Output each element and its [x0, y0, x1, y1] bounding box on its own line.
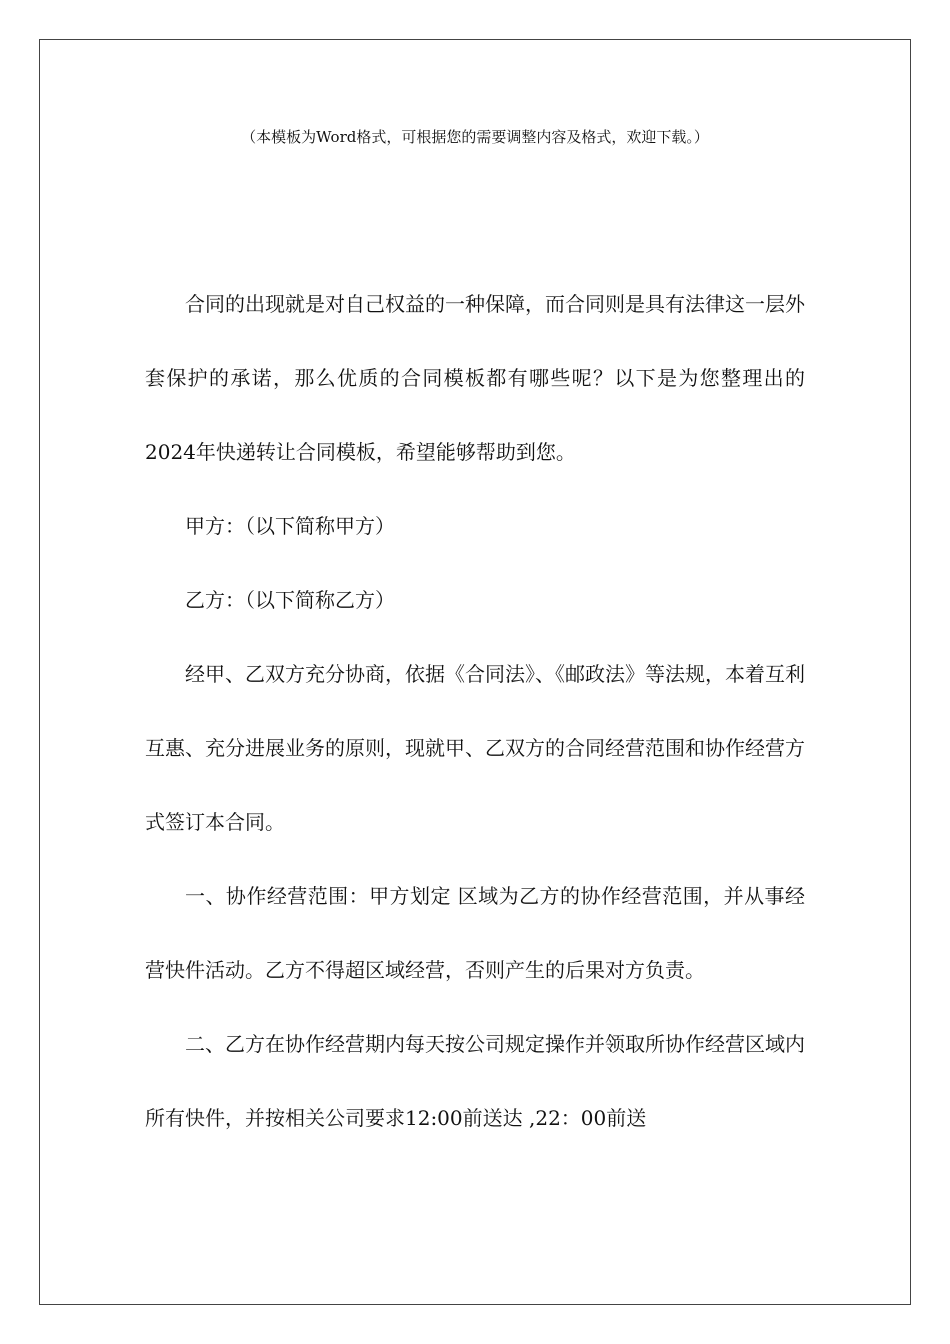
paragraph-party-a: 甲方：（以下简称甲方）: [185, 514, 395, 538]
paragraph-agreement: 经甲、乙双方充分协商，依据《合同法》、《邮政法》等法规，本着互利互惠、充分进展业务的原则，现就甲、乙双方的合同经营范围和协作经营方式签订本合同。: [145, 662, 805, 834]
template-note: （本模板为Word格式，可根据您的需要调整内容及格式，欢迎下载。）: [241, 128, 709, 146]
contract-body: [145, 267, 805, 1155]
paragraph-intro: 合同的出现就是对自己权益的一种保障，而合同则是具有法律这一层外套保护的承诺，那么优质的合同模板都有哪些呢？以下是为您整理出的2024年快递转让合同模板，希望能够帮助到您。: [145, 292, 805, 464]
paragraph-clause-1: 一、协作经营范围：甲方划定 区域为乙方的协作经营范围，并从事经营快件活动。乙方不得超区域经营，否则产生的后果对方负责。: [145, 884, 805, 982]
paragraph-party-b: 乙方：（以下简称乙方）: [185, 588, 395, 612]
paragraph-clause-2: 二、乙方在协作经营期内每天按公司规定操作并领取所协作经营区域内所有快件，并按相关公司要求12:00前送达 ,22：00前送: [145, 1032, 805, 1130]
